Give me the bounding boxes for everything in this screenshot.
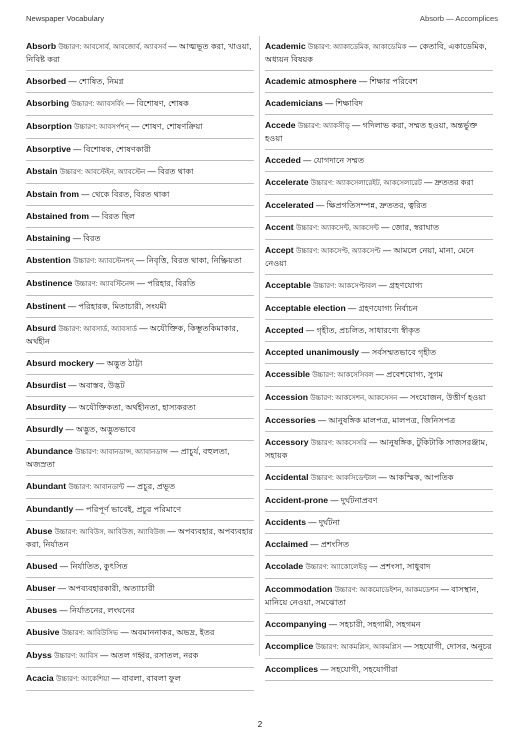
entry-definition: গ্রহণযোগ্য নির্বাচন <box>358 304 418 313</box>
entry-definition: অযৌক্তিকতা, অর্থহীনতা, হাস্যকরতা <box>78 403 196 412</box>
dictionary-entry: Abuses — নির্যাতনের, লংঘনের <box>26 600 254 622</box>
dictionary-entry: Abused — নির্যাতিত, কুৎসিত <box>26 556 254 578</box>
entry-definition: অপব্যবহার, অপব্যবহার করা, নির্যাতন <box>26 527 253 549</box>
entry-term: Abyss <box>26 650 52 660</box>
entry-term: Abuses <box>26 605 58 615</box>
entry-pronunciation: উচ্চারণ: আকসেসিবল <box>312 372 374 379</box>
left-column <box>26 36 254 691</box>
entry-definition: প্রচুর, প্রভূত <box>137 482 176 491</box>
entry-pronunciation: উচ্চারণ: আবানডান্ট <box>68 484 125 491</box>
entry-term: Acceptable <box>265 280 311 290</box>
entry-pronunciation: উচ্চারণ: আকমপ্লিস, আকমপ্লিস <box>315 644 402 651</box>
entry-term: Accidents <box>265 517 307 527</box>
dictionary-entry: Abuse উচ্চারণ: আবিউস, আবিউজ, অ্যাবিউজ — অপব্যবহার, অপব্যবহার করা, নির্যাতন <box>26 521 254 556</box>
dictionary-entry: Acclaimed — প্রশংসিত <box>265 534 493 556</box>
entry-pronunciation: উচ্চারণ: আবিস <box>54 653 98 660</box>
entry-definition: অপব্যবহারকারী, অত্যাচারী <box>68 584 155 593</box>
dictionary-entry: Accessories — আনুষঙ্গিক মালপত্র, মালপত্র, জিনিসপত্র <box>265 410 493 432</box>
entry-definition: কেতাবি, একাডেমিক, অধ্যয়ন বিষয়ক <box>265 42 487 64</box>
entry-term: Accessible <box>265 369 310 379</box>
entry-definition: পরিপূর্ণ ভাবেই, প্রচুর পরিমাণে <box>86 505 182 514</box>
entry-term: Absorption <box>26 121 72 131</box>
entry-term: Accelerated <box>265 200 314 210</box>
entry-term: Abundantly <box>26 504 74 514</box>
entry-term: Abundant <box>26 481 67 491</box>
entry-definition: আনুষঙ্গিক, টুকিটাকি সাজসরঞ্জাম, সহায়ক <box>265 438 488 460</box>
dictionary-entry: Accelerated — ক্ষিপ্রগতিসম্পন্ন, দ্রুততর, ত্বরিত <box>265 195 493 217</box>
entry-term: Absurdist <box>26 380 67 390</box>
entry-definition: নির্যাতনের, লংঘনের <box>69 606 135 615</box>
entry-term: Absurd <box>26 323 57 333</box>
entry-term: Accent <box>265 222 294 232</box>
entry-pronunciation: উচ্চারণ: আবসর্পশন্ <box>74 124 129 131</box>
entry-definition: দুর্ঘটনা <box>318 518 340 527</box>
running-header-range: Absorb — Accomplices <box>419 14 498 23</box>
entry-definition: শিক্ষাবিদ <box>335 99 363 108</box>
entry-term: Acacia <box>26 673 54 683</box>
right-column <box>265 36 493 681</box>
entry-pronunciation: উচ্চারণ: অ্যাকোলেইড্ <box>305 564 368 571</box>
entry-pronunciation: উচ্চারণ: আকসেপ্টাবল <box>313 283 377 290</box>
entry-term: Accompanying <box>265 619 327 629</box>
entry-definition: বাবলা, বাবলা ফুল <box>122 674 181 683</box>
dictionary-entry: Abstaining — বিরত <box>26 228 254 250</box>
dictionary-entry: Acceptable উচ্চারণ: আকসেপ্টাবল — গ্রহণযোগ্য <box>265 275 493 298</box>
entry-definition: অতল গহ্বর, রসাতল, নরক <box>110 651 199 660</box>
entry-term: Accepted <box>265 325 304 335</box>
entry-pronunciation: উচ্চারণ: আকসেসরি <box>310 440 367 447</box>
entry-definition: সহচারী, সহগামী, সহগমন <box>339 620 421 629</box>
entry-pronunciation: উচ্চারণ: অ্যাকসেলারেইট, আকসেলারেট <box>310 180 422 187</box>
entry-term: Abstain from <box>26 189 79 199</box>
entry-term: Acclaimed <box>265 539 308 549</box>
dictionary-entry: Accident-prone — দুর্ঘটনাপ্রবণ <box>265 490 493 512</box>
entry-definition: প্রশংসিত <box>320 540 350 549</box>
dictionary-entry: Accessible উচ্চারণ: আকসেসিবল — প্রবেশযোগ্য, সুগম <box>265 364 493 387</box>
entry-term: Accession <box>265 392 308 402</box>
entry-term: Accelerate <box>265 177 309 187</box>
dictionary-entry: Accepted unanimously — সর্বসম্মতভাবে গৃহীত <box>265 342 493 364</box>
entry-definition: দুর্ঘটনাপ্রবণ <box>340 496 378 505</box>
dictionary-entry: Abstinence উচ্চারণ: অ্যাবস্টিনেন্স — পরিহার, বিরতি <box>26 273 254 296</box>
dictionary-entry: Acceptable election — গ্রহণযোগ্য নির্বাচন <box>265 298 493 320</box>
entry-definition: বিশোষক, শোষণকারী <box>83 145 151 154</box>
entry-term: Abstain <box>26 166 58 176</box>
dictionary-entry: Abstention উচ্চারণ: অ্যাবস্টেনশন্ — নিবৃত্তি, বিরত থাকা, নিষ্ক্রিয়তা <box>26 250 254 273</box>
dictionary-entry: Accommodation উচ্চারণ: আকমোডেইশন, আকমডেশন — বাসস্থান, মানিয়ে নেওয়া, সমঝোতা <box>265 579 493 614</box>
entry-term: Abstinence <box>26 278 73 288</box>
entry-definition: নিবৃত্তি, বিরত থাকা, নিষ্ক্রিয়তা <box>146 256 242 265</box>
entry-definition: আমলে নেয়া, মানা, মেনে নেওয়া <box>265 246 474 268</box>
entry-pronunciation: উচ্চারণ: আকেশিয়া <box>56 676 110 683</box>
entry-pronunciation: উচ্চারণ: আকমোডেইশন, আকমডেশন <box>334 587 439 594</box>
dictionary-entry: Accompanying — সহচারী, সহগামী, সহগমন <box>265 614 493 636</box>
entry-definition: প্রাচুর্য, বহুলতা, অজস্রতা <box>26 447 230 469</box>
dictionary-entry: Accent উচ্চারণ: অ্যাকসেন্ট, আকসেন্ট — জোর, স্বরাঘাত <box>265 217 493 240</box>
entry-term: Abstinent <box>26 301 66 311</box>
entry-definition: বিশোষণ, শোষক <box>136 99 189 108</box>
column-divider <box>259 36 260 656</box>
entry-pronunciation: উচ্চারণ: আবসোর্ব, আবজোর্ব, অ্যাবসর্ব <box>58 44 167 51</box>
dictionary-entry: Abusive উচ্চারণ: আবিউসিভ — অবমাননাকর, অভদ্র, ইতর <box>26 622 254 645</box>
entry-definition: শোষিত, নিমগ্ন <box>78 77 124 86</box>
entry-definition: শোষণ, শোষণক্রিয়া <box>141 122 203 131</box>
dictionary-entry: Absorbed — শোষিত, নিমগ্ন <box>26 71 254 93</box>
dictionary-entry: Absurd mockery — অদ্ভুত ঠাট্টা <box>26 353 254 375</box>
entry-term: Abuser <box>26 583 56 593</box>
entry-term: Abundance <box>26 446 73 456</box>
dictionary-entry: Abundant উচ্চারণ: আবানডান্ট — প্রচুর, প্রভূত <box>26 476 254 499</box>
dictionary-entry: Accession উচ্চারণ: আকসেশন, আকসেসন — সংযোজন, উত্তীর্ণ হওয়া <box>265 387 493 410</box>
entry-definition: পরিহার, বিরতি <box>147 279 196 288</box>
entry-definition: অযৌক্তিক, কিম্ভূতকিমাকার, অর্থহীন <box>26 324 239 346</box>
dictionary-entry: Accepted — গৃহীত, প্রচলিত, সাধারণ্যে স্বীকৃত <box>265 320 493 342</box>
entry-definition: ক্ষিপ্রগতিসম্পন্ন, দ্রুততর, ত্বরিত <box>326 201 427 210</box>
entry-definition: আনুষঙ্গিক মালপত্র, মালপত্র, জিনিসপত্র <box>328 416 456 425</box>
entry-definition: আকস্মিক, আপতিক <box>388 473 454 482</box>
dictionary-entry: Accidental উচ্চারণ: আকসিডেন্টাল — আকস্মিক, আপতিক <box>265 467 493 490</box>
entry-term: Academicians <box>265 98 323 108</box>
entry-definition: অদ্ভুত, অদ্ভুতভাবে <box>76 425 136 434</box>
entry-pronunciation: উচ্চারণ: অ্যাবসর্বিং <box>71 101 124 108</box>
entry-pronunciation: উচ্চারণ: আবস্টেইন, অ্যাবস্টেন <box>59 169 146 176</box>
entry-pronunciation: উচ্চারণ: আকসিডেন্টাল <box>310 475 377 482</box>
entry-definition: গদিলাভ করা, সম্মত হওয়া, অন্তর্ভুক্ত হওয়া <box>265 121 478 143</box>
entry-definition: নির্যাতিত, কুৎসিত <box>70 562 128 571</box>
entry-definition: শিক্ষার পরিবেশ <box>369 77 418 86</box>
dictionary-entry: Academic atmosphere — শিক্ষার পরিবেশ <box>265 71 493 93</box>
dictionary-entry: Absurd উচ্চারণ: আবসার্ড, অ্যাবসার্ড — অযৌক্তিক, কিম্ভূতকিমাকার, অর্থহীন <box>26 318 254 353</box>
dictionary-entry: Academicians — শিক্ষাবিদ <box>265 93 493 115</box>
dictionary-entry: Absurdist — অবাস্তব, উদ্ভট <box>26 375 254 397</box>
dictionary-entry: Accomplices — সহযোগী, সহযোগীরা <box>265 659 493 681</box>
entry-definition: সর্বসম্মতভাবে গৃহীত <box>371 348 437 357</box>
entry-term: Accede <box>265 120 296 130</box>
entry-definition: দ্রুততর করা <box>434 178 474 187</box>
entry-term: Accidental <box>265 472 309 482</box>
dictionary-entry: Abstain উচ্চারণ: আবস্টেইন, অ্যাবস্টেন — বিরত থাকা <box>26 161 254 184</box>
entry-pronunciation: উচ্চারণ: আবানডান্স, অ্যাবানডান্স <box>75 449 168 456</box>
dictionary-entry: Abstain from — থেকে বিরত, বিরত থাকা <box>26 184 254 206</box>
entry-term: Absorb <box>26 41 57 51</box>
entry-pronunciation: উচ্চারণ: অ্যাবস্টেনশন্ <box>73 258 134 265</box>
entry-pronunciation: উচ্চারণ: আবসার্ড, অ্যাবসার্ড <box>58 326 138 333</box>
entry-term: Accolade <box>265 561 304 571</box>
page-number: 2 <box>257 720 263 729</box>
dictionary-entry: Abstinent — পরিহারক, মিতাচারী, সংযমী <box>26 296 254 318</box>
entry-pronunciation: উচ্চারণ: আবিউসিভ <box>61 630 119 637</box>
entry-term: Accommodation <box>265 584 333 594</box>
dictionary-entry: Accede উচ্চারণ: অ্যাকসীড্ — গদিলাভ করা, সম্মত হওয়া, অন্তর্ভুক্ত হওয়া <box>265 115 493 150</box>
entry-definition: বিরত থাকা <box>157 167 194 176</box>
entry-term: Abuse <box>26 526 53 536</box>
entry-definition: অদ্ভুত ঠাট্টা <box>106 359 143 368</box>
entry-term: Accessory <box>265 437 309 447</box>
entry-definition: সহযোগী, সহযোগীরা <box>330 665 398 674</box>
entry-definition: আত্মভূত করা, খাওয়া, নিবিষ্ট করা <box>26 42 252 64</box>
entry-term: Abusive <box>26 627 60 637</box>
entry-definition: সহযোগী, দোসর, অনুচর <box>413 642 492 651</box>
dictionary-entry: Absurdity — অযৌক্তিকতা, অর্থহীনতা, হাস্যকরতা <box>26 397 254 419</box>
dictionary-entry: Abundantly — পরিপূর্ণ ভাবেই, প্রচুর পরিমাণে <box>26 499 254 521</box>
entry-definition: বাসস্থান, মানিয়ে নেওয়া, সমঝোতা <box>265 585 479 607</box>
entry-definition: প্রবেশযোগ্য, সুগম <box>386 370 444 379</box>
entry-definition: থেকে বিরত, বিরত থাকা <box>91 190 170 199</box>
dictionary-entry: Abyss উচ্চারণ: আবিস — অতল গহ্বর, রসাতল, নরক <box>26 645 254 668</box>
entry-term: Accomplices <box>265 664 319 674</box>
entry-definition: গ্রহণযোগ্য <box>389 281 423 290</box>
entry-pronunciation: উচ্চারণ: আবিউস, আবিউজ, অ্যাবিউজ <box>54 529 166 536</box>
entry-definition: সংযোজন, উত্তীর্ণ হওয়া <box>410 393 486 402</box>
dictionary-entry: Abstained from — বিরত ছিল <box>26 206 254 228</box>
dictionary-entry: Absorb উচ্চারণ: আবসোর্ব, আবজোর্ব, অ্যাবসর্ব — আত্মভূত করা, খাওয়া, নিবিষ্ট করা <box>26 36 254 71</box>
entry-definition: গৃহীত, প্রচলিত, সাধারণ্যে স্বীকৃত <box>316 326 421 335</box>
entry-pronunciation: উচ্চারণ: আকসেশন, আকসেসন <box>310 395 398 402</box>
dictionary-entry: Abundance উচ্চারণ: আবানডান্স, অ্যাবানডান্স — প্রাচুর্য, বহুলতা, অজস্রতা <box>26 441 254 476</box>
dictionary-entry: Acceded — যোগদানে সম্মত <box>265 150 493 172</box>
entry-definition: প্রশংসা, সাধুবাদ <box>380 562 431 571</box>
entry-definition: বিরত ছিল <box>101 212 136 221</box>
dictionary-entry: Absurdly — অদ্ভুত, অদ্ভুতভাবে <box>26 419 254 441</box>
entry-pronunciation: উচ্চারণ: অ্যাবস্টিনেন্স <box>74 281 135 288</box>
dictionary-entry: Accomplice উচ্চারণ: আকমপ্লিস, আকমপ্লিস — সহযোগী, দোসর, অনুচর <box>265 636 493 659</box>
dictionary-entry: Accessory উচ্চারণ: আকসেসরি — আনুষঙ্গিক, টুকিটাকি সাজসরঞ্জাম, সহায়ক <box>265 432 493 467</box>
entry-term: Acceded <box>265 155 301 165</box>
dictionary-entry: Absorbing উচ্চারণ: অ্যাবসর্বিং — বিশোষণ, শোষক <box>26 93 254 116</box>
entry-term: Academic <box>265 41 306 51</box>
entry-definition: অবাস্তব, উদ্ভট <box>78 381 125 390</box>
entry-term: Absurd mockery <box>26 358 94 368</box>
entry-term: Abstaining <box>26 233 71 243</box>
dictionary-entry: Accolade উচ্চারণ: অ্যাকোলেইড্ — প্রশংসা, সাধুবাদ <box>265 556 493 579</box>
entry-term: Acceptable election <box>265 303 346 313</box>
entry-term: Absurdly <box>26 424 64 434</box>
entry-term: Absurdity <box>26 402 67 412</box>
entry-pronunciation: উচ্চারণ: আকসেপ্ট, অ্যাকসেপ্ট <box>295 248 381 255</box>
dictionary-entry: Accept উচ্চারণ: আকসেপ্ট, অ্যাকসেপ্ট — আমলে নেয়া, মানা, মেনে নেওয়া <box>265 240 493 275</box>
entry-term: Abstained from <box>26 211 90 221</box>
entry-pronunciation: উচ্চারণ: অ্যাকসেন্ট, আকসেন্ট <box>295 225 379 232</box>
entry-term: Absorptive <box>26 144 71 154</box>
dictionary-entry: Academic উচ্চারণ: অ্যাকাডেমিক, আকাডেমিক — কেতাবি, একাডেমিক, অধ্যয়ন বিষয়ক <box>265 36 493 71</box>
entry-term: Accessories <box>265 415 316 425</box>
entry-definition: অবমাননাকর, অভদ্র, ইতর <box>130 628 215 637</box>
entry-term: Accepted unanimously <box>265 347 360 357</box>
entry-pronunciation: উচ্চারণ: অ্যাকসীড্ <box>297 123 350 130</box>
dictionary-entry: Accelerate উচ্চারণ: অ্যাকসেলারেইট, আকসেলারেট — দ্রুততর করা <box>265 172 493 195</box>
dictionary-entry: Accidents — দুর্ঘটনা <box>265 512 493 534</box>
entry-pronunciation: উচ্চারণ: অ্যাকাডেমিক, আকাডেমিক <box>307 44 407 51</box>
entry-term: Accident-prone <box>265 495 329 505</box>
entry-term: Accept <box>265 245 294 255</box>
entry-definition: জোর, স্বরাঘাত <box>391 223 440 232</box>
entry-term: Academic atmosphere <box>265 76 357 86</box>
entry-term: Accomplice <box>265 641 314 651</box>
entry-definition: যোগদানে সম্মত <box>313 156 365 165</box>
dictionary-entry: Absorptive — বিশোষক, শোষণকারী <box>26 139 254 161</box>
dictionary-entry: Absorption উচ্চারণ: আবসর্পশন্ — শোষণ, শোষণক্রিয়া <box>26 116 254 139</box>
dictionary-entry: Acacia উচ্চারণ: আকেশিয়া — বাবলা, বাবলা ফুল <box>26 668 254 691</box>
running-header-title: Newspaper Vocabulary <box>26 14 105 23</box>
entry-term: Absorbing <box>26 98 69 108</box>
entry-term: Abused <box>26 561 58 571</box>
entry-definition: পরিহারক, মিতাচারী, সংযমী <box>78 302 167 311</box>
dictionary-entry: Abuser — অপব্যবহারকারী, অত্যাচারী <box>26 578 254 600</box>
entry-term: Abstention <box>26 255 71 265</box>
entry-term: Absorbed <box>26 76 67 86</box>
entry-definition: বিরত <box>83 234 101 243</box>
